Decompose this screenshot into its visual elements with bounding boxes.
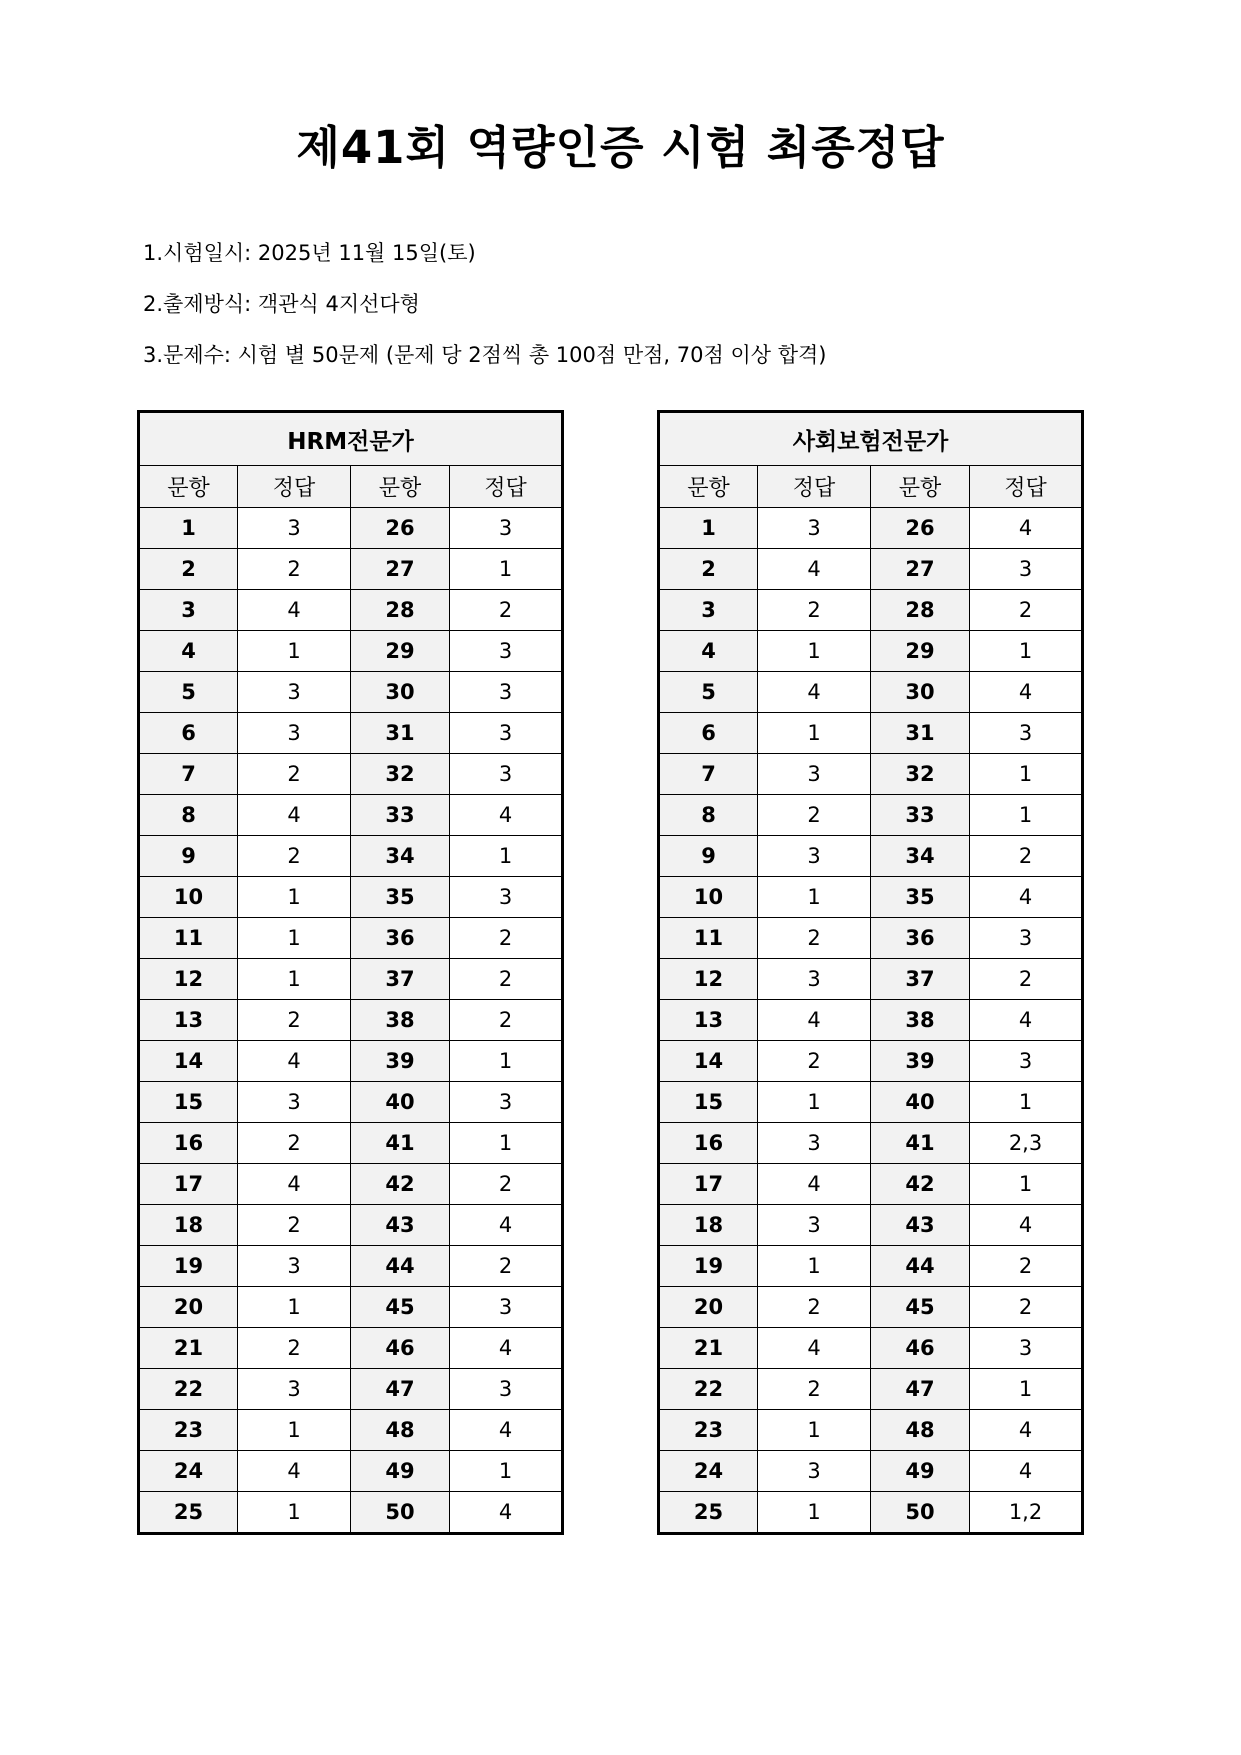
table-row <box>139 1000 563 1041</box>
column-header-answer: 정답 <box>758 466 871 508</box>
question-number-cell: 12 <box>139 959 238 1000</box>
table-row <box>659 590 1083 631</box>
question-number-cell: 49 <box>351 1451 450 1492</box>
answer-cell: 2 <box>450 1000 563 1041</box>
column-header-question: 문항 <box>871 466 970 508</box>
answer-cell: 4 <box>450 1328 563 1369</box>
question-number-cell: 13 <box>139 1000 238 1041</box>
question-number-cell: 39 <box>351 1041 450 1082</box>
question-number-cell: 46 <box>871 1328 970 1369</box>
answer-cell: 4 <box>758 1000 871 1041</box>
question-number-cell: 42 <box>351 1164 450 1205</box>
answer-cell: 3 <box>450 631 563 672</box>
table-row <box>139 877 563 918</box>
question-number-cell: 19 <box>139 1246 238 1287</box>
answer-cell: 4 <box>238 1041 351 1082</box>
answer-cell: 1 <box>238 631 351 672</box>
question-number-cell: 18 <box>139 1205 238 1246</box>
question-number-cell: 33 <box>351 795 450 836</box>
answer-cell: 1 <box>238 1492 351 1534</box>
table-row <box>139 1246 563 1287</box>
question-number-cell: 28 <box>351 590 450 631</box>
answer-cell: 1 <box>450 549 563 590</box>
question-number-cell: 44 <box>351 1246 450 1287</box>
question-number-cell: 36 <box>871 918 970 959</box>
answer-cell: 2 <box>238 1328 351 1369</box>
answer-cell: 3 <box>758 508 871 549</box>
table-title: 사회보험전문가 <box>659 412 1083 466</box>
table-row <box>659 1451 1083 1492</box>
answer-cell: 3 <box>238 508 351 549</box>
answer-cell: 2 <box>758 590 871 631</box>
answer-cell: 3 <box>238 713 351 754</box>
question-number-cell: 39 <box>871 1041 970 1082</box>
question-number-cell: 26 <box>871 508 970 549</box>
question-count: 3.문제수: 시험 별 50문제 (문제 당 2점씩 총 100점 만점, 70점 이상 합격) <box>143 343 827 367</box>
table-row <box>659 1287 1083 1328</box>
table-row <box>659 508 1083 549</box>
table-row <box>659 1164 1083 1205</box>
question-number-cell: 28 <box>871 590 970 631</box>
answer-cell: 2 <box>450 918 563 959</box>
question-number-cell: 37 <box>871 959 970 1000</box>
answer-cell: 3 <box>450 877 563 918</box>
question-number-cell: 36 <box>351 918 450 959</box>
answer-cell: 3 <box>758 836 871 877</box>
answer-cell: 3 <box>450 1287 563 1328</box>
answer-cell: 3 <box>450 1082 563 1123</box>
question-number-cell: 27 <box>351 549 450 590</box>
question-number-cell: 25 <box>139 1492 238 1534</box>
question-number-cell: 40 <box>871 1082 970 1123</box>
column-header-answer: 정답 <box>970 466 1083 508</box>
answer-cell: 3 <box>970 1041 1083 1082</box>
table-row <box>139 1492 563 1534</box>
table-row <box>139 836 563 877</box>
question-number-cell: 14 <box>139 1041 238 1082</box>
answer-cell: 3 <box>238 1369 351 1410</box>
answer-cell: 4 <box>758 672 871 713</box>
answer-cell: 1 <box>238 918 351 959</box>
question-number-cell: 37 <box>351 959 450 1000</box>
table-row <box>139 959 563 1000</box>
answer-cell: 1 <box>758 1492 871 1534</box>
table-row <box>139 1328 563 1369</box>
question-number-cell: 7 <box>659 754 758 795</box>
question-number-cell: 43 <box>871 1205 970 1246</box>
question-number-cell: 38 <box>351 1000 450 1041</box>
exam-date: 1.시험일시: 2025년 11월 15일(토) <box>143 241 476 265</box>
question-number-cell: 26 <box>351 508 450 549</box>
table-row <box>659 631 1083 672</box>
table-row <box>659 1410 1083 1451</box>
answer-cell: 1 <box>970 795 1083 836</box>
question-number-cell: 9 <box>659 836 758 877</box>
answer-cell: 2 <box>238 549 351 590</box>
question-number-cell: 4 <box>659 631 758 672</box>
question-number-cell: 21 <box>659 1328 758 1369</box>
question-number-cell: 46 <box>351 1328 450 1369</box>
answer-cell: 3 <box>970 1328 1083 1369</box>
table-row <box>139 1082 563 1123</box>
answer-cell: 2 <box>758 1041 871 1082</box>
answer-cell: 1 <box>970 1082 1083 1123</box>
question-number-cell: 6 <box>659 713 758 754</box>
table-row <box>659 1246 1083 1287</box>
question-number-cell: 22 <box>659 1369 758 1410</box>
answer-cell: 4 <box>758 1328 871 1369</box>
answer-cell: 4 <box>238 590 351 631</box>
answer-cell: 4 <box>238 1451 351 1492</box>
answer-cell: 2 <box>450 590 563 631</box>
question-number-cell: 3 <box>139 590 238 631</box>
answer-cell: 4 <box>758 549 871 590</box>
answer-cell: 2 <box>970 590 1083 631</box>
table-row <box>139 1369 563 1410</box>
question-number-cell: 22 <box>139 1369 238 1410</box>
column-header-question: 문항 <box>659 466 758 508</box>
table-row <box>659 1082 1083 1123</box>
question-number-cell: 10 <box>659 877 758 918</box>
answer-cell: 2 <box>238 1205 351 1246</box>
answer-cell: 1 <box>450 1451 563 1492</box>
table-row <box>139 713 563 754</box>
column-header-question: 문항 <box>139 466 238 508</box>
question-number-cell: 23 <box>659 1410 758 1451</box>
question-number-cell: 6 <box>139 713 238 754</box>
answer-cell: 4 <box>758 1164 871 1205</box>
question-number-cell: 19 <box>659 1246 758 1287</box>
answer-cell: 2 <box>238 836 351 877</box>
exam-format: 2.출제방식: 객관식 4지선다형 <box>143 292 420 316</box>
answer-cell: 3 <box>450 713 563 754</box>
answer-cell: 1 <box>970 754 1083 795</box>
question-number-cell: 41 <box>871 1123 970 1164</box>
answer-cell: 3 <box>238 672 351 713</box>
question-number-cell: 49 <box>871 1451 970 1492</box>
answer-cell: 3 <box>450 1369 563 1410</box>
question-number-cell: 30 <box>351 672 450 713</box>
question-number-cell: 17 <box>139 1164 238 1205</box>
answer-cell: 4 <box>970 1205 1083 1246</box>
answer-cell: 3 <box>970 549 1083 590</box>
question-number-cell: 12 <box>659 959 758 1000</box>
question-number-cell: 29 <box>871 631 970 672</box>
table-row <box>659 795 1083 836</box>
column-header-answer: 정답 <box>238 466 351 508</box>
question-number-cell: 8 <box>139 795 238 836</box>
question-number-cell: 17 <box>659 1164 758 1205</box>
answer-cell: 1 <box>758 1082 871 1123</box>
question-number-cell: 11 <box>139 918 238 959</box>
question-number-cell: 5 <box>659 672 758 713</box>
question-number-cell: 9 <box>139 836 238 877</box>
question-number-cell: 34 <box>871 836 970 877</box>
answer-cell: 3 <box>970 713 1083 754</box>
answer-cell: 4 <box>970 1000 1083 1041</box>
question-number-cell: 34 <box>351 836 450 877</box>
hrm-answer-table <box>137 410 564 1535</box>
answer-cell: 1 <box>758 631 871 672</box>
question-number-cell: 29 <box>351 631 450 672</box>
answer-cell: 4 <box>238 1164 351 1205</box>
table-row <box>139 1287 563 1328</box>
question-number-cell: 24 <box>659 1451 758 1492</box>
answer-cell: 3 <box>238 1082 351 1123</box>
answer-cell: 2 <box>450 1246 563 1287</box>
table-row <box>139 590 563 631</box>
question-number-cell: 4 <box>139 631 238 672</box>
question-number-cell: 25 <box>659 1492 758 1534</box>
table-row <box>659 1123 1083 1164</box>
answer-cell: 1 <box>238 1410 351 1451</box>
column-header-answer: 정답 <box>450 466 563 508</box>
question-number-cell: 31 <box>871 713 970 754</box>
question-number-cell: 16 <box>139 1123 238 1164</box>
question-number-cell: 23 <box>139 1410 238 1451</box>
question-number-cell: 35 <box>351 877 450 918</box>
answer-cell: 4 <box>450 1492 563 1534</box>
question-number-cell: 16 <box>659 1123 758 1164</box>
table-row <box>139 508 563 549</box>
answer-cell: 1 <box>238 877 351 918</box>
question-number-cell: 15 <box>659 1082 758 1123</box>
table-row <box>139 795 563 836</box>
answer-cell: 4 <box>970 508 1083 549</box>
table-row <box>139 1041 563 1082</box>
table-row <box>139 549 563 590</box>
table-row <box>139 1164 563 1205</box>
question-number-cell: 20 <box>139 1287 238 1328</box>
question-number-cell: 38 <box>871 1000 970 1041</box>
question-number-cell: 41 <box>351 1123 450 1164</box>
question-number-cell: 33 <box>871 795 970 836</box>
table-row <box>659 672 1083 713</box>
table-row <box>659 754 1083 795</box>
question-number-cell: 35 <box>871 877 970 918</box>
table-row <box>659 836 1083 877</box>
table-row <box>139 1205 563 1246</box>
question-number-cell: 45 <box>351 1287 450 1328</box>
question-number-cell: 50 <box>871 1492 970 1534</box>
question-number-cell: 31 <box>351 713 450 754</box>
question-number-cell: 1 <box>139 508 238 549</box>
social-insurance-answer-table <box>657 410 1084 1535</box>
answer-cell: 1 <box>758 713 871 754</box>
answer-cell: 3 <box>758 1451 871 1492</box>
table-row <box>139 672 563 713</box>
answer-cell: 3 <box>450 508 563 549</box>
answer-cell: 2 <box>238 1123 351 1164</box>
question-number-cell: 47 <box>871 1369 970 1410</box>
question-number-cell: 2 <box>139 549 238 590</box>
question-number-cell: 13 <box>659 1000 758 1041</box>
answer-cell: 3 <box>238 1246 351 1287</box>
answer-cell: 2,3 <box>970 1123 1083 1164</box>
answer-cell: 4 <box>970 877 1083 918</box>
answer-cell: 1 <box>450 836 563 877</box>
question-number-cell: 40 <box>351 1082 450 1123</box>
question-number-cell: 44 <box>871 1246 970 1287</box>
question-number-cell: 20 <box>659 1287 758 1328</box>
question-number-cell: 2 <box>659 549 758 590</box>
table-title-row <box>139 412 563 466</box>
table-row <box>659 959 1083 1000</box>
table-row <box>139 1123 563 1164</box>
answer-cell: 4 <box>450 795 563 836</box>
answer-cell: 1 <box>238 1287 351 1328</box>
answer-cell: 4 <box>970 1410 1083 1451</box>
table-row <box>659 1328 1083 1369</box>
column-header-row <box>659 466 1083 508</box>
question-number-cell: 3 <box>659 590 758 631</box>
table-row <box>659 877 1083 918</box>
table-row <box>659 1492 1083 1534</box>
answer-cell: 2 <box>970 836 1083 877</box>
answer-cell: 1 <box>758 877 871 918</box>
answer-cell: 3 <box>758 1205 871 1246</box>
answer-cell: 2 <box>970 1287 1083 1328</box>
question-number-cell: 24 <box>139 1451 238 1492</box>
answer-cell: 1 <box>450 1041 563 1082</box>
question-number-cell: 50 <box>351 1492 450 1534</box>
answer-cell: 1 <box>450 1123 563 1164</box>
answer-cell: 4 <box>238 795 351 836</box>
answer-cell: 1 <box>970 1164 1083 1205</box>
table-row <box>659 1369 1083 1410</box>
question-number-cell: 47 <box>351 1369 450 1410</box>
table-row <box>139 1451 563 1492</box>
table-row <box>139 631 563 672</box>
table-row <box>139 754 563 795</box>
question-number-cell: 48 <box>871 1410 970 1451</box>
table-row <box>659 918 1083 959</box>
answer-cell: 3 <box>758 754 871 795</box>
question-number-cell: 43 <box>351 1205 450 1246</box>
table-row <box>139 918 563 959</box>
answer-cell: 2 <box>758 1369 871 1410</box>
question-number-cell: 1 <box>659 508 758 549</box>
answer-cell: 1 <box>238 959 351 1000</box>
answer-cell: 2 <box>238 1000 351 1041</box>
question-number-cell: 7 <box>139 754 238 795</box>
question-number-cell: 42 <box>871 1164 970 1205</box>
question-number-cell: 18 <box>659 1205 758 1246</box>
column-header-row <box>139 466 563 508</box>
table-row <box>139 1410 563 1451</box>
question-number-cell: 5 <box>139 672 238 713</box>
answer-cell: 2 <box>758 795 871 836</box>
answer-cell: 1 <box>758 1246 871 1287</box>
page-title: 제41회 역량인증 시험 최종정답 <box>296 121 945 174</box>
answer-cell: 2 <box>970 959 1083 1000</box>
question-number-cell: 32 <box>871 754 970 795</box>
exam-info <box>143 228 826 381</box>
answer-cell: 1,2 <box>970 1492 1083 1534</box>
table-row <box>659 713 1083 754</box>
table-title-row <box>659 412 1083 466</box>
answer-cell: 1 <box>970 631 1083 672</box>
answer-cell: 4 <box>450 1205 563 1246</box>
table-row <box>659 1000 1083 1041</box>
answer-cell: 2 <box>758 1287 871 1328</box>
answer-cell: 1 <box>970 1369 1083 1410</box>
answer-cell: 3 <box>758 959 871 1000</box>
question-number-cell: 21 <box>139 1328 238 1369</box>
answer-cell: 3 <box>450 754 563 795</box>
question-number-cell: 8 <box>659 795 758 836</box>
table-title: HRM전문가 <box>139 412 563 466</box>
answer-cell: 2 <box>450 959 563 1000</box>
answer-cell: 3 <box>758 1123 871 1164</box>
question-number-cell: 30 <box>871 672 970 713</box>
answer-cell: 2 <box>970 1246 1083 1287</box>
question-number-cell: 27 <box>871 549 970 590</box>
answer-cell: 2 <box>758 918 871 959</box>
answer-cell: 2 <box>450 1164 563 1205</box>
answer-cell: 3 <box>450 672 563 713</box>
answer-cell: 4 <box>450 1410 563 1451</box>
answer-cell: 1 <box>758 1410 871 1451</box>
question-number-cell: 15 <box>139 1082 238 1123</box>
question-number-cell: 10 <box>139 877 238 918</box>
table-row <box>659 549 1083 590</box>
table-row <box>659 1041 1083 1082</box>
question-number-cell: 32 <box>351 754 450 795</box>
answer-cell: 4 <box>970 672 1083 713</box>
question-number-cell: 48 <box>351 1410 450 1451</box>
answer-cell: 4 <box>970 1451 1083 1492</box>
answer-cell: 2 <box>238 754 351 795</box>
table-row <box>659 1205 1083 1246</box>
column-header-question: 문항 <box>351 466 450 508</box>
question-number-cell: 11 <box>659 918 758 959</box>
question-number-cell: 14 <box>659 1041 758 1082</box>
answer-cell: 3 <box>970 918 1083 959</box>
question-number-cell: 45 <box>871 1287 970 1328</box>
